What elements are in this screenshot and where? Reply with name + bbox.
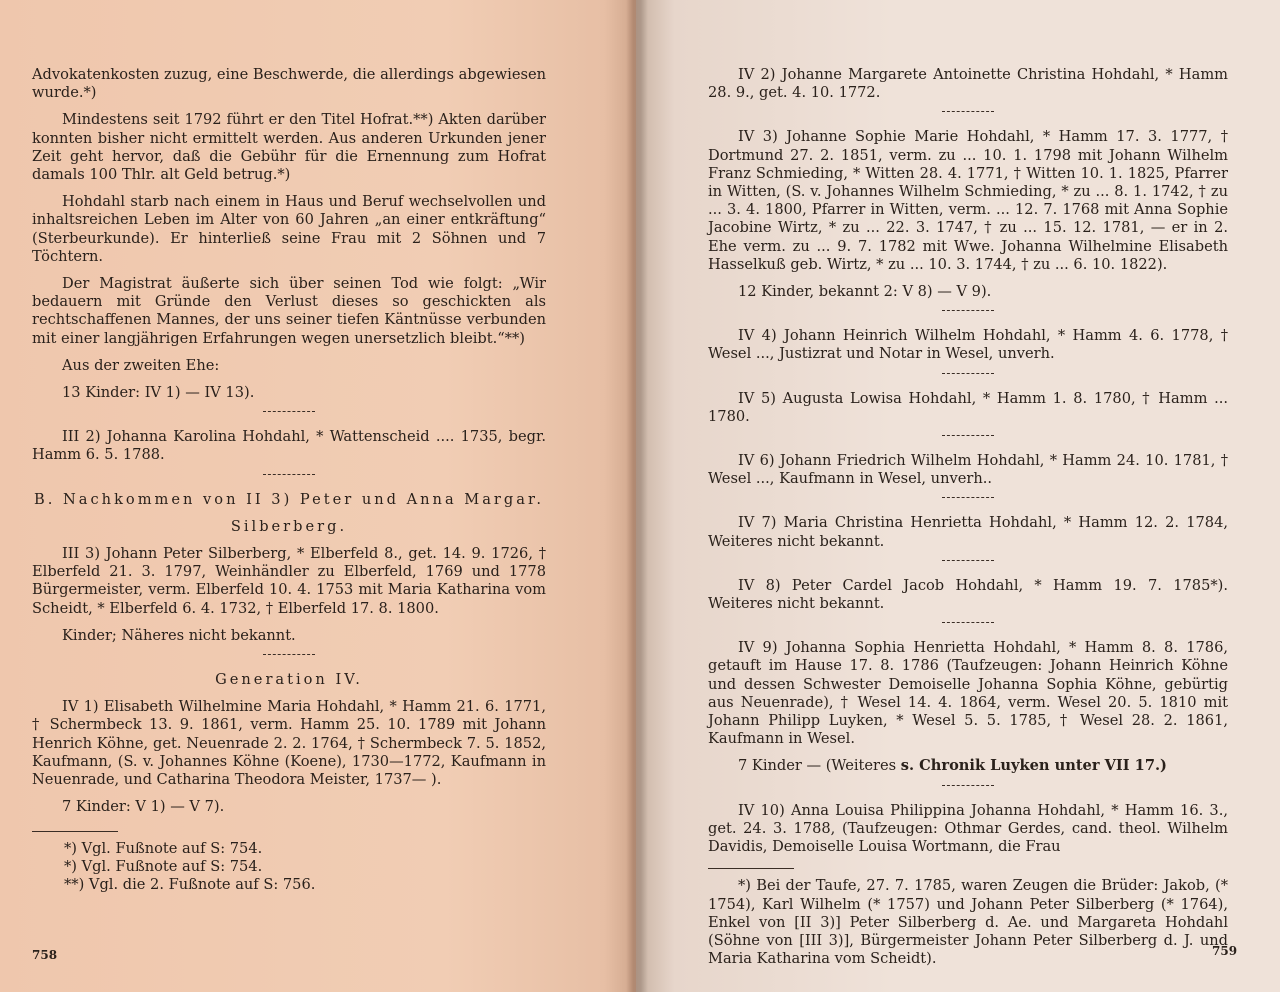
section-divider bbox=[942, 373, 994, 374]
entry-III-2: III 2) Johanna Karolina Hohdahl, * Wattenscheid .... 1735, begr. Hamm 6. 5. 1788. bbox=[32, 428, 546, 464]
paragraph: Aus der zweiten Ehe: bbox=[62, 356, 220, 374]
paragraph: 13 Kinder: IV 1) — IV 13). bbox=[62, 384, 255, 402]
left-page-text bbox=[32, 66, 546, 894]
section-divider bbox=[942, 622, 994, 623]
entry-IV-6: IV 6) Johann Friedrich Wilhelm Hohdahl, * Hamm 24. 10. 1781, † Wesel ..., Kaufmann in Wesel, unverh.. bbox=[708, 452, 1228, 488]
entry-IV-1: IV 1) Elisabeth Wilhelmine Maria Hohdahl, * Hamm 21. 6. 1771, † Schermbeck 13. 9. 1861, verm. Hamm 25. 10. 1789 mit Johann Henrich Köhne, get. Neuenrade 2. 2. 1764, † Schermbeck 7. 5. 1852, Kaufmann, (S. v. Johannes Köhne (Koene), 1730—1772, Kaufmann in Neuenrade, und Catharina Theodora Meister, 1737— ). bbox=[32, 698, 546, 789]
section-divider bbox=[942, 785, 994, 786]
generation-heading: Generation IV. bbox=[215, 671, 363, 689]
section-divider bbox=[942, 310, 994, 311]
footnote-rule bbox=[708, 868, 794, 869]
entry-III-3: III 3) Johann Peter Silberberg, * Elberfeld 8., get. 14. 9. 1726, † Elberfeld 21. 3. 1797, Weinhändler zu Elberfeld, 1769 und 1778 Bürgermeister, verm. Elberfeld 10. 4. 1753 mit Maria Katharina vom Scheidt, * Elberfeld 6. 4. 1732, † Elberfeld 17. 8. 1800. bbox=[32, 545, 546, 617]
section-heading: B. Nachkommen von II 3) Peter und Anna Margar. bbox=[34, 490, 544, 508]
entry-IV-9: IV 9) Johanna Sophia Henrietta Hohdahl, * Hamm 8. 8. 1786, getauft im Hause 17. 8. 1786 (Taufzeugen: Johann Heinrich Köhne und dessen Schwester Demoiselle Johanna Sophia Köhne, gebürtig aus Neuenrade), † Wesel 14. 4. 1864, verm. Wesel 20. 5. 1810 mit Johann Philipp Luyken, * Wesel 5. 5. 1785, † Wesel 28. 2. 1861, Kaufmann in Wesel. bbox=[708, 639, 1228, 748]
children-note: 7 Kinder — (Weiteres bbox=[738, 757, 901, 775]
entry-IV-8: IV 8) Peter Cardel Jacob Hohdahl, * Hamm 19. 7. 1785*). Weiteres nicht bekannt. bbox=[708, 576, 1228, 613]
footnote: *) Vgl. Fußnote auf S: 754. bbox=[64, 857, 263, 875]
entry-IV-4: IV 4) Johann Heinrich Wilhelm Hohdahl, * Hamm 4. 6. 1778, † Wesel ..., Justizrat und Notar in Wesel, unverh. bbox=[708, 327, 1228, 363]
footnote-rule bbox=[32, 831, 118, 832]
section-divider bbox=[263, 654, 315, 655]
paragraph: Hohdahl starb nach einem in Haus und Beruf wechselvollen und inhaltsreichen Leben im Alter von 60 Jahren „an einer entkräftung“ (Sterbeurkunde). Er hinterließ seine Frau mit 2 Söhnen und 7 Töchtern. bbox=[32, 193, 546, 265]
footnote: **) Vgl. die 2. Fußnote auf S: 756. bbox=[64, 875, 316, 893]
paragraph: Advokatenkosten zuzug, eine Beschwerde, die allerdings abgewiesen wurde.*) bbox=[32, 66, 546, 102]
section-heading-continued: Silberberg. bbox=[230, 517, 348, 535]
chronicle-reference: s. Chronik Luyken unter VII 17.) bbox=[900, 757, 1167, 775]
paragraph: 7 Kinder: V 1) — V 7). bbox=[62, 798, 225, 816]
page-number: 759 bbox=[1212, 944, 1238, 958]
page-number: 758 bbox=[32, 948, 58, 962]
footnote: *) Vgl. Fußnote auf S: 754. bbox=[64, 839, 263, 857]
entry-IV-5: IV 5) Augusta Lowisa Hohdahl, * Hamm 1. 8. 1780, † Hamm ... 1780. bbox=[708, 389, 1228, 425]
entry-IV-3: IV 3) Johanne Sophie Marie Hohdahl, * Hamm 17. 3. 1777, † Dortmund 27. 2. 1851, verm. zu ... 10. 1. 1798 mit Johann Wilhelm Franz Schmieding, * Witten 28. 4. 1771, † Witten 10. 1. 1825, Pfarrer in Witten, (S. v. Johannes Wilhelm Schmieding, * zu ... 8. 1. 1742, † zu ... 3. 4. 1800, Pfarrer in Witten, verm. ... 12. 7. 1768 mit Anna Sophie Jacobine Wirtz, * zu ... 22. 3. 1747, † zu ... 15. 12. 1781, — er in 2. Ehe verm. zu ... 9. 7. 1782 mit Wwe. Johanna Wilhelmine Elisabeth Hasselkuß geb. Wirtz, * zu ... 10. 3. 1744, † zu ... 6. 10. 1822). bbox=[708, 128, 1228, 273]
section-divider bbox=[942, 560, 994, 561]
paragraph: 12 Kinder, bekannt 2: V 8) — V 9). bbox=[738, 283, 992, 301]
entry-IV-2: IV 2) Johanne Margarete Antoinette Christina Hohdahl, * Hamm 28. 9., get. 4. 10. 1772. bbox=[708, 66, 1228, 102]
section-divider bbox=[942, 111, 994, 112]
footnote: *) Bei der Taufe, 27. 7. 1785, waren Zeugen die Brüder: Jakob, (* 1754), Karl Wilhelm (* 1757) und Johann Peter Silberberg (* 1764), Enkel von [II 3)] Peter Silberberg d. Ae. und Margareta Hohdahl (Söhne von [III 3)], Bürgermeister Johann Peter Silberberg d. J. und Maria Katharina vom Scheidt). bbox=[708, 877, 1228, 968]
section-divider bbox=[942, 435, 994, 436]
right-page bbox=[636, 0, 1280, 992]
entry-IV-7: IV 7) Maria Christina Henrietta Hohdahl, * Hamm 12. 2. 1784, Weiteres nicht bekannt. bbox=[708, 514, 1228, 550]
book-gutter bbox=[626, 0, 648, 992]
entry-IV-10: IV 10) Anna Louisa Philippina Johanna Hohdahl, * Hamm 16. 3., get. 24. 3. 1788, (Taufzeugen: Othmar Gerdes, cand. theol. Wilhelm Davidis, Demoiselle Louisa Wortmann, die Frau bbox=[708, 801, 1228, 856]
paragraph: Der Magistrat äußerte sich über seinen Tod wie folgt: „Wir bedauern mit Gründe den Verlust dieses so geschickten als rechtschaffenen Mannes, der uns seiner tiefen Käntnüsse verbunden mit einer langjährigen Erfahrungen wegen unersetzlich bleibt.“**) bbox=[32, 275, 546, 347]
section-divider bbox=[263, 474, 315, 475]
section-divider bbox=[263, 411, 315, 412]
left-page bbox=[0, 0, 636, 992]
paragraph: Kinder; Näheres nicht bekannt. bbox=[62, 626, 296, 644]
paragraph bbox=[708, 757, 1228, 775]
paragraph: Mindestens seit 1792 führt er den Titel Hofrat.**) Akten darüber konnten bisher nicht ermittelt werden. Aus anderen Urkunden jener Zeit geht hervor, daß die Gebühr für die Ernennung zum Hofrat damals 100 Thlr. alt Geld betrug.*) bbox=[32, 111, 546, 184]
section-divider bbox=[942, 497, 994, 498]
right-page-text bbox=[708, 66, 1228, 977]
